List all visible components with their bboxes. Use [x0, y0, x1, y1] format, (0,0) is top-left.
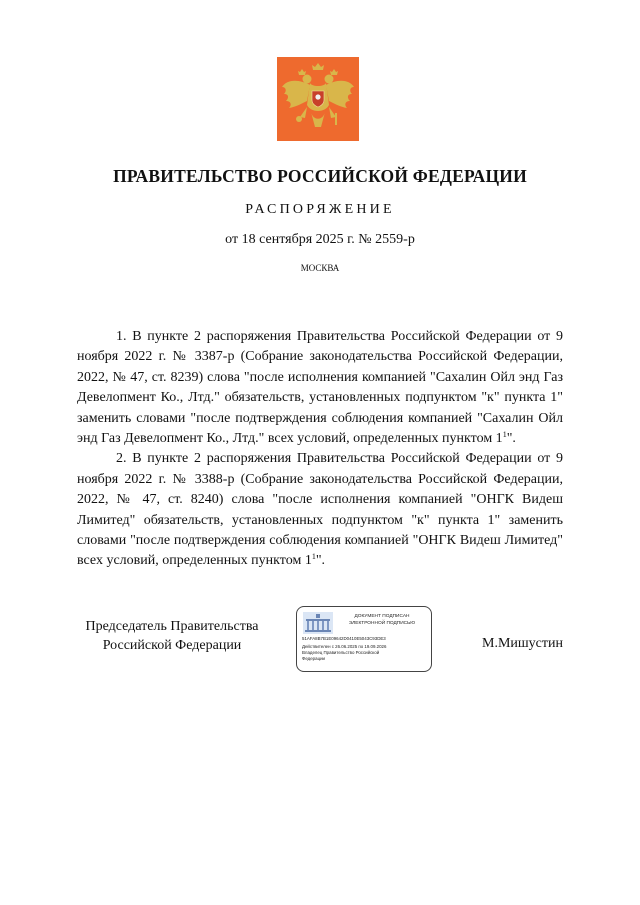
signatory-position: Председатель Правительства Российской Федерации: [85, 619, 259, 653]
stamp-owner-line-2: Федерации: [302, 656, 325, 661]
stamp-validity: Действителен с 26.06.2025 по 19.09.2026: [302, 644, 387, 649]
paragraph-1: 1. В пункте 2 распоряжения Правительства Российской Федерации от 9 ноября 2022 г. № 3387-р (Собрание законодательства Российской Федерации, 2022, № 47, ст. 8239) слова "после исполнения компанией "Сахалин Ойл энд Газ Девелопмент Ко., Лтд." обязательств, установленных подпунктом "к" пункта 1" заменить словами "после подтверждения соблюдения компанией "Сахалин Ойл энд Газ Девелопмент Ко., Лтд." всех условий, определенных пунктом $1^1$".: [77, 329, 563, 447]
stamp-certificate: 51AFA8B7B1E09642D0410E5043C93DE3: [302, 636, 386, 641]
document-date-number: от 18 сентября 2025 г. № 2559-р: [225, 232, 415, 247]
document-city: МОСКВА: [300, 263, 340, 273]
electronic-signature-stamp: [296, 606, 432, 672]
stamp-heading: ДОКУМЕНТ ПОДПИСАН ЭЛЕКТРОННОЙ ПОДПИСЬЮ: [348, 614, 416, 626]
stamp-owner-line-1: Владелец Правительство Российской: [302, 650, 380, 655]
government-building-icon: [303, 612, 333, 634]
russian-coat-of-arms-icon: [277, 57, 359, 141]
paragraph-2: 2. В пункте 2 распоряжения Правительства Российской Федерации от 9 ноября 2022 г. № 3388-р (Собрание законодательства Российской Федерации, 2022, № 47, ст. 8240) слова "после исполнения компанией "ОНГК Видеш Лимитед" обязательств, установленных подпунктом "к" пункта 1" заменить словами "после подтверждения соблюдения компанией "ОНГК Видеш Лимитед" всех условий, определенных пунктом $1^1$".: [77, 451, 563, 569]
document-body: [77, 327, 563, 572]
document-type: РАСПОРЯЖЕНИЕ: [245, 202, 395, 217]
signatory-name: М.Мишустин: [482, 636, 563, 651]
document-title: ПРАВИТЕЛЬСТВО РОССИЙСКОЙ ФЕДЕРАЦИИ: [113, 166, 527, 186]
